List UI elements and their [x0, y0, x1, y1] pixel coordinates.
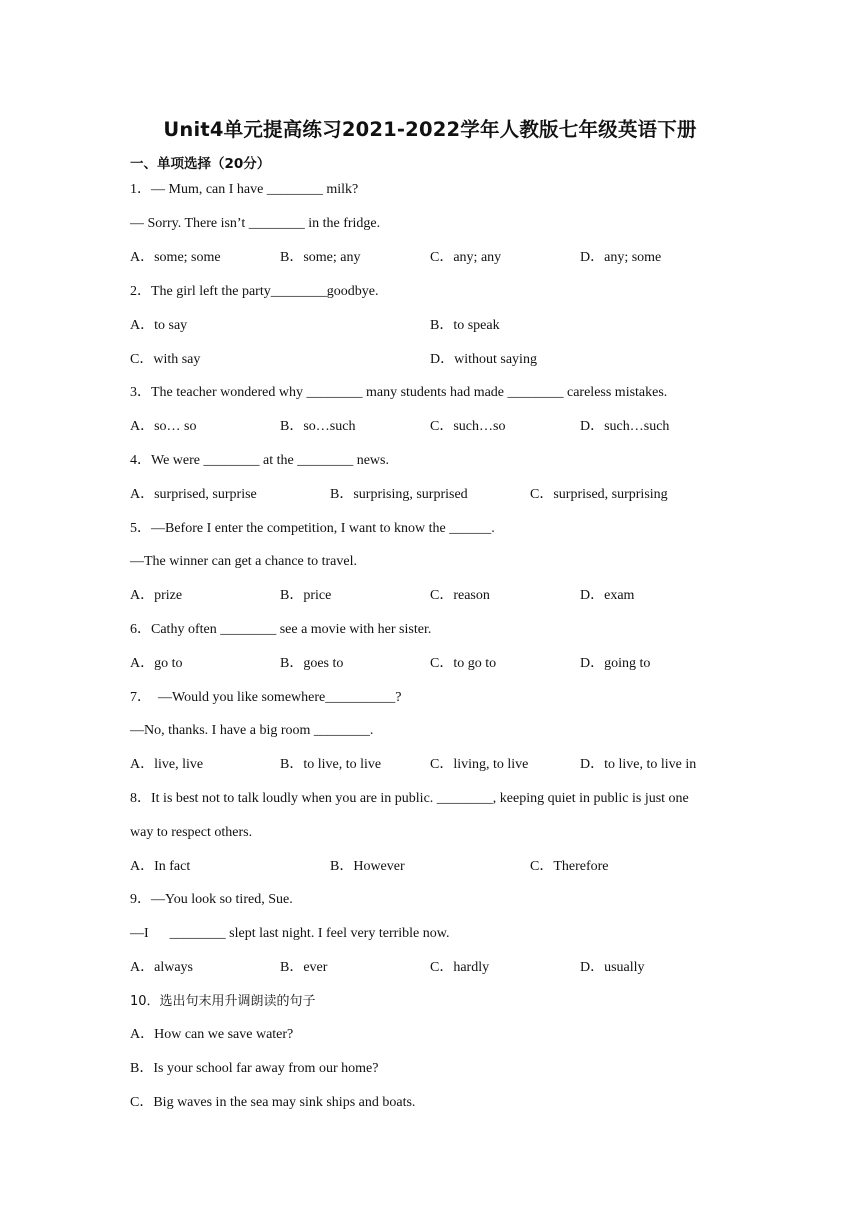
question-7-option-c: C．living, to live [430, 757, 529, 772]
question-4-line-1: 4．We were ________ at the ________ news. [130, 453, 389, 468]
question-8-line-1: 8．It is best not to talk loudly when you are in public. ________, keeping quiet in public is just one [130, 791, 689, 806]
question-6-option-d: D．going to [580, 656, 651, 671]
question-10-line-1: 10．选出句末用升调朗读的句子 [130, 994, 316, 1009]
question-2-option-b: B．to speak [430, 318, 500, 333]
question-9-option-a: A．always [130, 960, 193, 975]
question-5-option-b: B．price [280, 588, 332, 603]
question-3-option-c: C．such…so [430, 419, 506, 434]
question-2-option-d: D．without saying [430, 352, 537, 367]
section-heading: 一、单项选择（20分） [130, 156, 271, 172]
question-7-option-d: D．to live, to live in [580, 757, 697, 772]
question-3-option-a: A．so… so [130, 419, 197, 434]
question-7-line-2: —No, thanks. I have a big room ________. [130, 723, 374, 738]
question-8-option-c: C．Therefore [530, 859, 609, 874]
question-6-line-1: 6．Cathy often ________ see a movie with her sister. [130, 622, 432, 637]
question-6-option-b: B．goes to [280, 656, 344, 671]
question-5-option-c: C．reason [430, 588, 490, 603]
question-6-option-a: A．go to [130, 656, 183, 671]
question-1-line-1: 1．— Mum, can I have ________ milk? [130, 182, 359, 197]
question-1-line-2: — Sorry. There isn’t ________ in the fridge. [130, 216, 381, 231]
question-10-option-a: A．How can we save water? [130, 1027, 294, 1042]
question-9-option-b: B．ever [280, 960, 328, 975]
question-8-line-2: way to respect others. [130, 825, 253, 840]
question-2-line-1: 2．The girl left the party________goodbye. [130, 284, 379, 299]
question-6-option-c: C．to go to [430, 656, 497, 671]
question-1-option-a: A．some; some [130, 250, 221, 265]
question-10-option-c: C．Big waves in the sea may sink ships and boats. [130, 1095, 416, 1110]
question-1-option-b: B．some; any [280, 250, 361, 265]
question-9-option-d: D．usually [580, 960, 645, 975]
question-9-line-2: —I ________ slept last night. I feel very terrible now. [130, 926, 450, 941]
question-4-option-c: C．surprised, surprising [530, 487, 668, 502]
question-2-option-c: C．with say [130, 352, 201, 367]
question-4-option-a: A．surprised, surprise [130, 487, 257, 502]
question-8-option-b: B．However [330, 859, 405, 874]
question-5-line-1: 5．—Before I enter the competition, I want to know the ______. [130, 521, 495, 536]
question-7-option-a: A．live, live [130, 757, 204, 772]
question-5-option-a: A．prize [130, 588, 183, 603]
page-title: Unit4单元提高练习2021-2022学年人教版七年级英语下册 [163, 118, 697, 141]
question-9-option-c: C．hardly [430, 960, 490, 975]
question-1-option-c: C．any; any [430, 250, 502, 265]
question-8-option-a: A．In fact [130, 859, 191, 874]
question-10-option-b: B．Is your school far away from our home? [130, 1061, 379, 1076]
question-2-option-a: A．to say [130, 318, 188, 333]
question-7-option-b: B．to live, to live [280, 757, 382, 772]
question-4-option-b: B．surprising, surprised [330, 487, 468, 502]
question-9-line-1: 9．—You look so tired, Sue. [130, 892, 293, 907]
question-5-option-d: D．exam [580, 588, 635, 603]
question-1-option-d: D．any; some [580, 250, 662, 265]
question-5-line-2: —The winner can get a chance to travel. [130, 554, 358, 569]
question-3-option-b: B．so…such [280, 419, 356, 434]
question-3-option-d: D．such…such [580, 419, 670, 434]
question-7-line-1: 7． —Would you like somewhere__________? [130, 690, 402, 705]
question-3-line-1: 3．The teacher wondered why ________ many students had made ________ careless mistakes. [130, 385, 668, 400]
